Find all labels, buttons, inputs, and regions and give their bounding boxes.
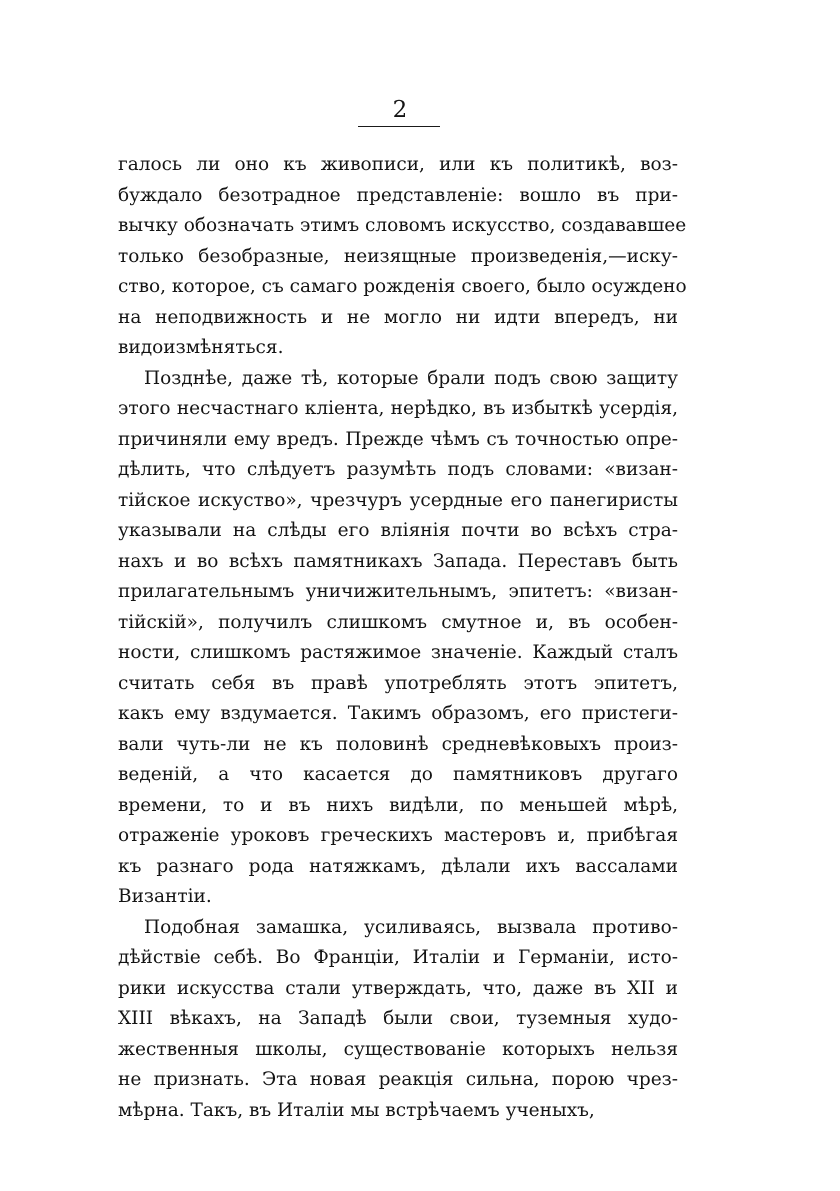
page-number-rule [358,126,440,127]
text-line: какъ ему вздумается. Такимъ образомъ, его пристеги- [118,703,678,724]
text-line: этого несчастнаго кліента, нерѣдко, въ избыткѣ усердія, [118,398,678,419]
text-line: нахъ и во всѣхъ памятникахъ Запада. Переставъ быть [118,550,678,572]
text-line: галось ли оно къ живописи, или къ политикѣ, воз- [118,154,678,175]
text-line: отраженіе уроковъ греческихъ мастеровъ и, прибѣгая [118,825,678,846]
text-line: Позднѣе, даже тѣ, которые брали подъ свою защиту [144,367,678,389]
text-line: видоизмѣняться. [118,337,284,358]
page-number: 2 [392,97,408,123]
text-line: тійское искуство», чрезчуръ усердные его панегиристы [118,489,678,511]
text-line: мѣрна. Такъ, въ Италіи мы встрѣчаемъ ученыхъ, [118,1099,595,1121]
text-line: рики искусства стали утверждать, что, даже въ XII и [118,977,678,999]
text-line: указывали на слѣды его вліянія почти во всѣхъ стра- [118,520,678,541]
paragraph [118,364,678,913]
text-line: на неподвижность и не могло ни идти впередъ, ни [118,306,678,328]
text-line: не признать. Эта новая реакція сильна, порою чрез- [118,1069,678,1090]
text-line: дѣйствіе себѣ. Во Франціи, Италіи и Германіи, исто- [118,947,678,968]
paragraph [118,150,687,364]
text-line: считать себя въ правѣ употреблять этотъ эпитетъ, [118,672,678,694]
text-line: къ разнаго рода натяжкамъ, дѣлали ихъ вассалами [118,855,678,877]
text-line: тійскій», получилъ слишкомъ смутное и, въ особен- [118,611,678,633]
text-line: веденій, а что касается до памятниковъ другаго [118,764,678,785]
text-line: ности, слишкомъ растяжимое значеніе. Каждый сталъ [118,642,678,663]
text-line: прилагательнымъ уничижительнымъ, эпитетъ: «визан- [118,581,678,602]
text-line: Византіи. [118,886,212,907]
text-line: вали чуть-ли не къ половинѣ средневѣковыхъ произ- [118,733,678,755]
text-line: только безобразные, неизящные произведенія,—иску- [118,245,678,267]
text-body [118,150,687,1126]
text-line: причиняли ему вредъ. Прежде чѣмъ съ точностью опре- [118,428,678,450]
text-line: дѣлить, что слѣдуетъ разумѣть подъ словами: «визан- [118,459,678,480]
text-line: Подобная замашка, усиливаясь, вызвала противо- [144,916,678,938]
text-line: XIII вѣкахъ, на Западѣ были свои, туземныя худо- [118,1008,678,1029]
text-line: времени, то и въ нихъ видѣли, по меньшей мѣрѣ, [118,794,678,816]
text-line: жественныя школы, существованіе которыхъ нельзя [118,1038,678,1060]
paragraph [118,913,678,1127]
text-line: ство, которое, съ самаго рожденія своего, было осуждено [118,276,687,297]
text-line: буждало безотрадное представленіе: вошло въ при- [118,184,678,206]
text-line: вычку обозначать этимъ словомъ искусство, создававшее [118,215,687,236]
